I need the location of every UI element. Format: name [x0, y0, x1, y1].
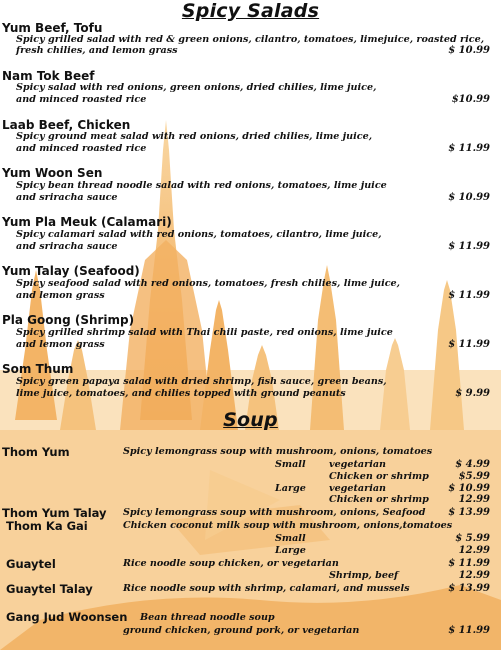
item-name: Laab Beef, Chicken: [2, 118, 131, 132]
item-description: ground chicken, ground pork, or vegetarian: [123, 625, 360, 636]
item-price: $ 10.99: [448, 45, 490, 56]
item-price: 12.99: [458, 570, 490, 581]
size-label: Large: [275, 545, 306, 556]
salads-heading: Spicy Salads: [181, 0, 320, 22]
item-price: $ 13.99: [448, 583, 490, 594]
item-price: $ 10.99: [448, 483, 490, 494]
item-description: and lemon grass: [16, 339, 105, 350]
option-label: Shrimp, beef: [329, 570, 399, 581]
item-description: Rice noodle soup with shrimp, calamari, and mussels: [123, 583, 410, 594]
item-price: $ 11.99: [448, 558, 490, 569]
item-description: Spicy salad with red onions, green onions, dried chilies, lime juice,: [16, 82, 377, 93]
item-name: Guaytel: [6, 557, 56, 571]
item-price: $ 11.99: [448, 625, 490, 636]
item-description: and minced roasted rice: [16, 143, 147, 154]
item-name: Thom Yum: [2, 445, 70, 459]
item-description: Spicy lemongrass soup with mushroom, onions, Seafood: [123, 507, 426, 518]
item-price: $ 9.99: [455, 388, 490, 399]
item-price: $ 13.99: [448, 507, 490, 518]
watermark-text: zomato: [190, 200, 279, 225]
item-price: 12.99: [458, 494, 490, 505]
item-name: Yum Woon Sen: [2, 166, 103, 180]
item-price: $ 10.99: [448, 192, 490, 203]
item-name: Som Thum: [2, 362, 74, 376]
item-price: $ 5.99: [455, 533, 490, 544]
item-name: Pla Goong (Shrimp): [2, 313, 135, 327]
item-price: $ 4.99: [455, 459, 490, 470]
item-price: $5.99: [458, 471, 490, 482]
option-label: Chicken or shrimp: [329, 494, 429, 505]
item-description: fresh chilies, and lemon grass: [16, 45, 178, 56]
item-description: lime juice, tomatoes, and chilies topped with ground peanuts: [16, 388, 346, 399]
item-price: $ 11.99: [448, 241, 490, 252]
item-description: and lemon grass: [16, 290, 105, 301]
item-price: $ 11.99: [448, 339, 490, 350]
item-description: and sriracha sauce: [16, 192, 118, 203]
item-description: Rice noodle soup chicken, or vegetarian: [123, 558, 339, 569]
item-price: $ 11.99: [448, 290, 490, 301]
item-name: Yum Talay (Seafood): [2, 264, 140, 278]
size-label: Large: [275, 483, 306, 494]
item-description: Bean thread noodle soup: [140, 612, 275, 623]
item-description: and minced roasted rice: [16, 94, 147, 105]
option-label: Chicken or shrimp: [329, 471, 429, 482]
item-description: Spicy grilled salad with red & green onions, cilantro, tomatoes, limejuice, roasted rice,: [16, 34, 485, 45]
item-description: Chicken coconut milk soup with mushroom, onions,tomatoes: [123, 520, 453, 531]
item-description: Spicy seafood salad with red onions, tomatoes, fresh chilies, lime juice,: [16, 278, 400, 289]
item-name: Guaytel Talay: [6, 582, 93, 596]
item-price: 12.99: [458, 545, 490, 556]
item-name: Nam Tok Beef: [2, 69, 95, 83]
item-name: Yum Pla Meuk (Calamari): [2, 215, 172, 229]
size-label: Small: [275, 459, 306, 470]
item-description: Spicy grilled shrimp salad with Thai chili paste, red onions, lime juice: [16, 327, 393, 338]
item-name: Thom Yum Talay: [2, 506, 107, 520]
item-price: $ 11.99: [448, 143, 490, 154]
item-name: Thom Ka Gai: [6, 519, 88, 533]
option-label: vegetarian: [329, 483, 387, 494]
item-description: Spicy green papaya salad with dried shrimp, fish sauce, green beans,: [16, 376, 387, 387]
soup-heading: Soup: [223, 409, 278, 431]
item-name: Yum Beef, Tofu: [2, 21, 103, 35]
item-description: and sriracha sauce: [16, 241, 118, 252]
item-price: $10.99: [451, 94, 490, 105]
item-name: Gang Jud Woonsen: [6, 610, 128, 624]
option-label: vegetarian: [329, 459, 387, 470]
item-description: Spicy ground meat salad with red onions, dried chilies, lime juice,: [16, 131, 373, 142]
item-description: Spicy bean thread noodle salad with red onions, tomatoes, lime juice: [16, 180, 387, 191]
size-label: Small: [275, 533, 306, 544]
item-description: Spicy lemongrass soup with mushroom, onions, tomatoes: [123, 446, 433, 457]
item-description: Spicy calamari salad with red onions, tomatoes, cilantro, lime juice,: [16, 229, 382, 240]
